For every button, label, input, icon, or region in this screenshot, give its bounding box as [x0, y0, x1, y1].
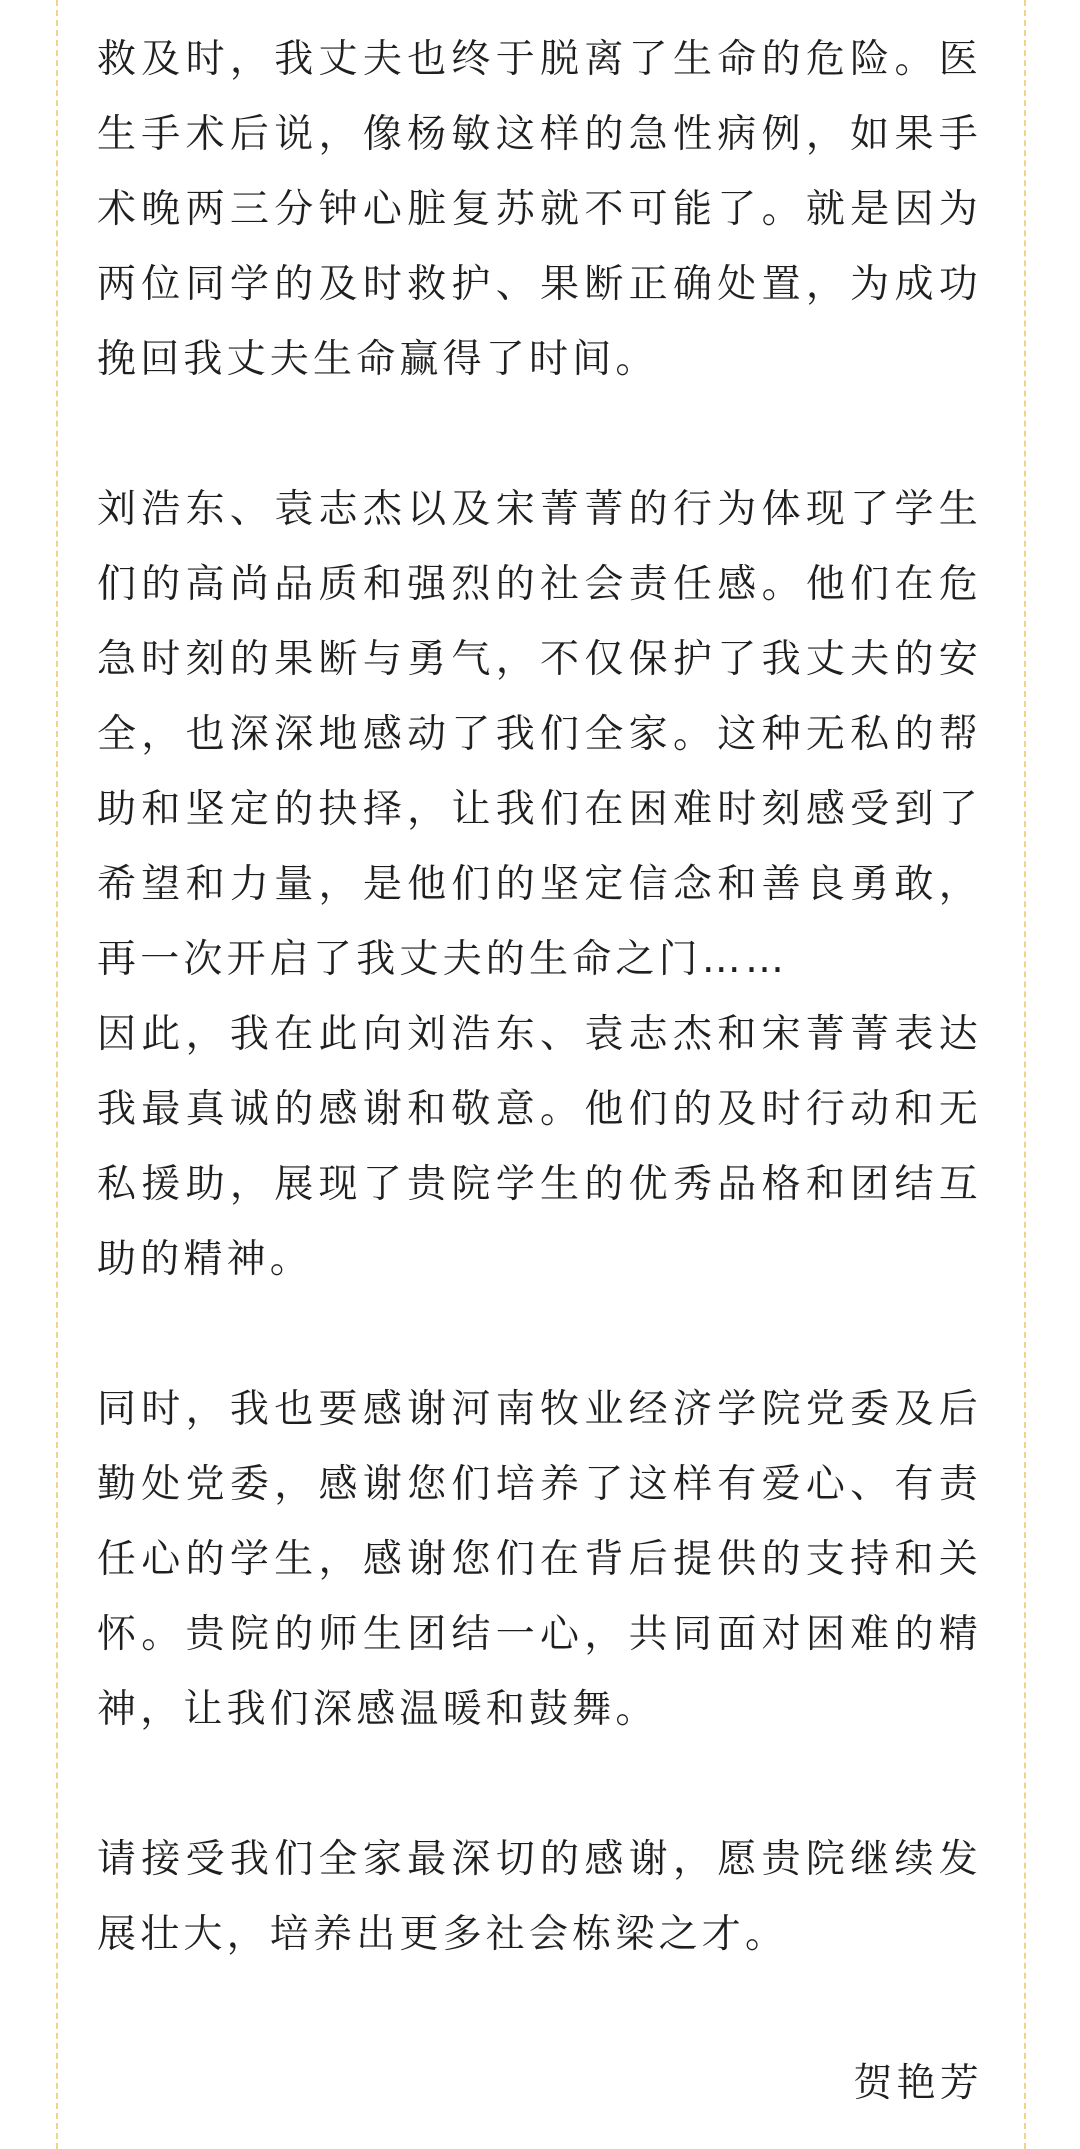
paragraph-gap	[97, 1297, 982, 1372]
letter-paragraph-5: 请接受我们全家最深切的感谢，愿贵院继续发展壮大，培养出更多社会栋梁之才。	[97, 1837, 982, 1957]
paragraph-gap	[97, 397, 982, 472]
letter-paragraph-1: 救及时，我丈夫也终于脱离了生命的危险。医生手术后说，像杨敏这样的急性病例，如果手术晚两三分钟心脏复苏就不可能了。就是因为两位同学的及时救护、果断正确处置，为成功挽回我丈夫生命赢得了时间。	[97, 37, 982, 382]
letter-paragraph-3: 因此，我在此向刘浩东、袁志杰和宋菁菁表达我最真诚的感谢和敬意。他们的及时行动和无私援助，展现了贵院学生的优秀品格和团结互助的精神。	[97, 1012, 982, 1282]
letter-paragraph-2: 刘浩东、袁志杰以及宋菁菁的行为体现了学生们的高尚品质和强烈的社会责任感。他们在危急时刻的果断与勇气，不仅保护了我丈夫的安全，也深深地感动了我们全家。这种无私的帮助和坚定的抉择，让我们在困难时刻感受到了希望和力量，是他们的坚定信念和善良勇敢，再一次开启了我丈夫的生命之门……	[97, 487, 982, 982]
signature-name: 贺艳芳	[853, 2061, 983, 2106]
letter-paragraph-4: 同时，我也要感谢河南牧业经济学院党委及后勤处党委，感谢您们培养了这样有爱心、有责任心的学生，感谢您们在背后提供的支持和关怀。贵院的师生团结一心，共同面对困难的精神，让我们深感温暖和鼓舞。	[97, 1387, 982, 1732]
paragraph-gap	[97, 1747, 982, 1822]
letter-body	[97, 22, 982, 1972]
